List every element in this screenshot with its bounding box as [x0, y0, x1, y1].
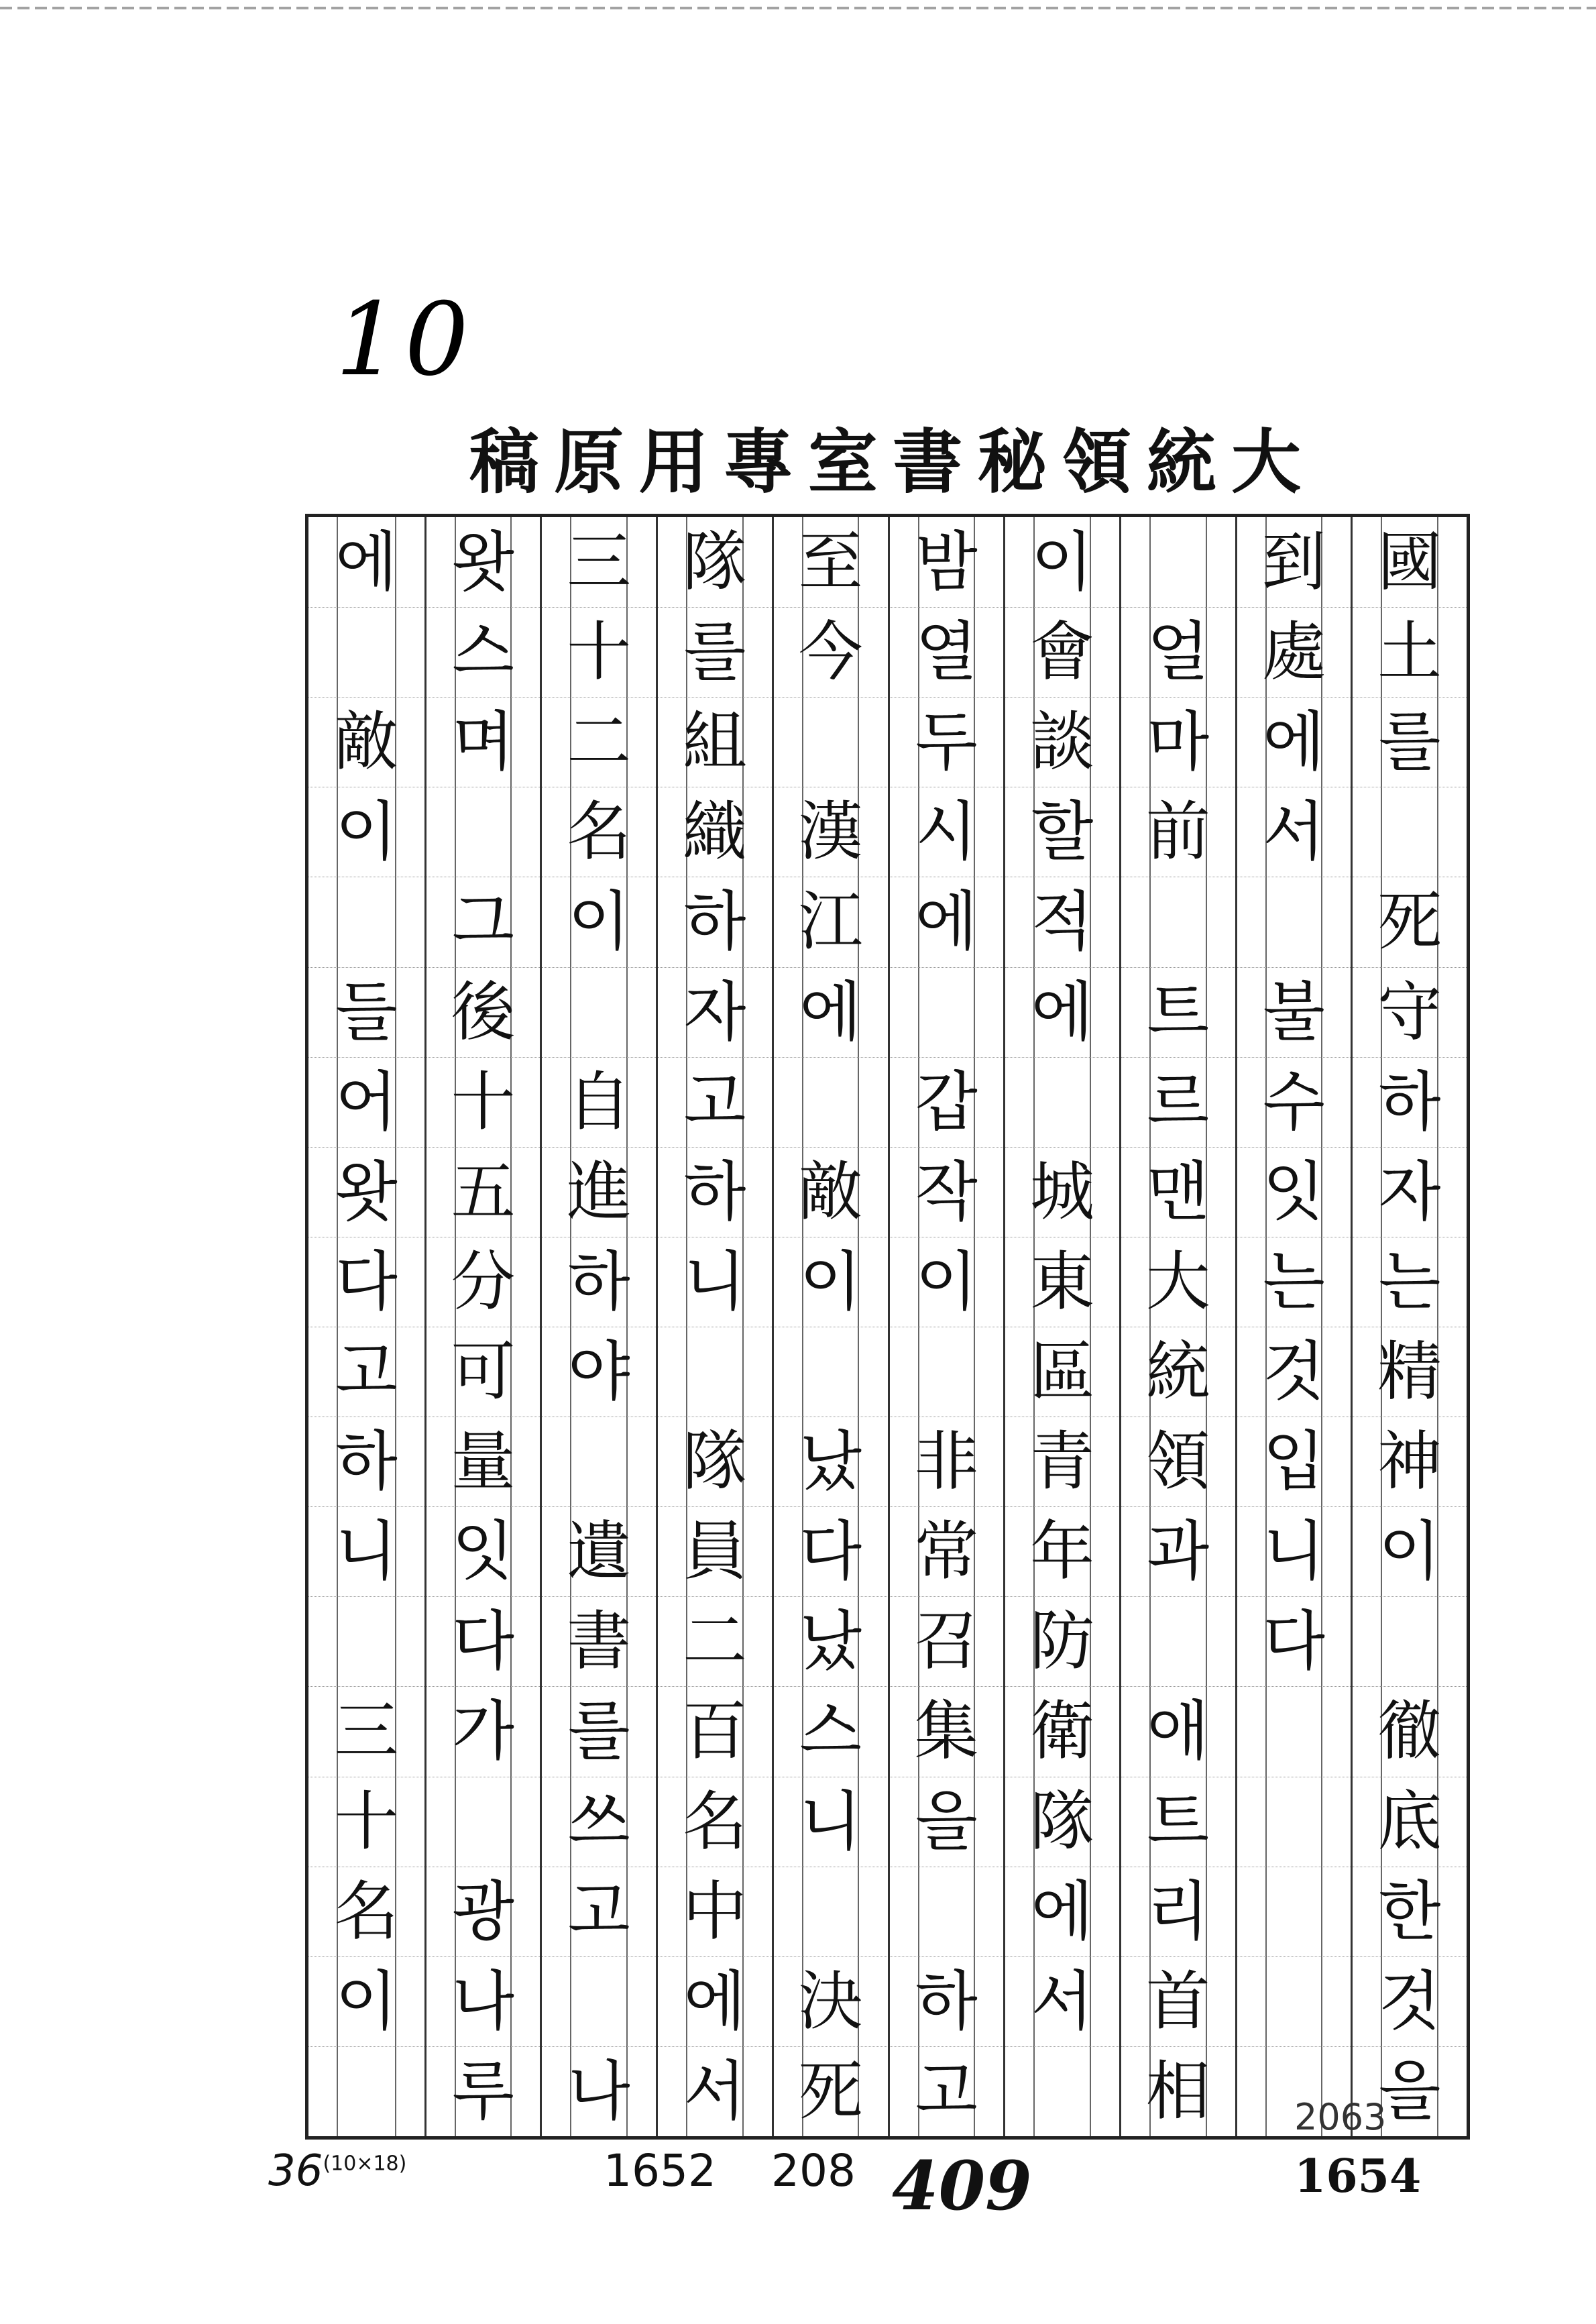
- manuscript-char: [890, 1867, 1004, 1956]
- manuscript-char: 다: [1263, 1604, 1325, 1679]
- manuscript-char: 고: [683, 1064, 746, 1140]
- header-char: 用: [638, 421, 709, 503]
- manuscript-char: 統: [1145, 1334, 1210, 1410]
- manuscript-char: 에: [799, 974, 862, 1050]
- manuscript-char: [1353, 1596, 1467, 1686]
- manuscript-char: 精: [1377, 1334, 1442, 1410]
- manuscript-char: 것: [1378, 1963, 1441, 2039]
- manuscript-char: 하: [567, 1243, 630, 1319]
- manuscript-char: 다: [335, 1243, 398, 1319]
- manuscript-char: 死: [1377, 884, 1442, 960]
- manuscript-char: 百: [682, 1694, 747, 1769]
- manuscript-char: 城: [1030, 1154, 1095, 1229]
- manuscript-char: 하: [683, 1154, 746, 1229]
- manuscript-char: [774, 1327, 888, 1417]
- text-column: [1235, 517, 1351, 2136]
- manuscript-char: 스: [452, 614, 514, 690]
- manuscript-char: [1121, 1596, 1235, 1686]
- manuscript-char: 員: [682, 1514, 747, 1590]
- manuscript-char: 얼: [1147, 614, 1210, 690]
- manuscript-char: 大: [1145, 1243, 1210, 1319]
- manuscript-char: 니: [335, 1514, 398, 1590]
- manuscript-char: 到: [1261, 524, 1326, 600]
- manuscript-char: 名: [334, 1873, 399, 1949]
- manuscript-char: 하: [915, 1963, 978, 2039]
- manuscript-char: 徹: [1377, 1694, 1442, 1769]
- manuscript-char: 이: [915, 1243, 978, 1319]
- text-column: [656, 517, 772, 2136]
- manuscript-char: 十: [334, 1783, 399, 1859]
- manuscript-char: 量: [451, 1424, 516, 1500]
- manuscript-char: 防: [1030, 1604, 1095, 1679]
- text-column: [772, 517, 888, 2136]
- manuscript-char: 그: [452, 884, 514, 960]
- manuscript-char: [542, 1956, 656, 2046]
- manuscript-char: 두: [915, 704, 978, 780]
- manuscript-char: 가: [452, 1694, 514, 1769]
- manuscript-char: 니: [799, 1783, 862, 1859]
- manuscript-char: 前: [1145, 794, 1210, 870]
- text-column: [424, 517, 540, 2136]
- manuscript-char: 적: [1031, 884, 1094, 960]
- manuscript-char: 書: [567, 1604, 632, 1679]
- manuscript-char: 談: [1030, 704, 1095, 780]
- manuscript-char: 會: [1030, 614, 1095, 690]
- manuscript-char: 애: [1147, 1694, 1210, 1769]
- footer-number-b: 208: [771, 2145, 856, 2197]
- footer-number-right: 1654: [1294, 2150, 1422, 2203]
- manuscript-char: [308, 877, 424, 966]
- manuscript-char: 敵: [334, 704, 399, 780]
- manuscript-char: 왓: [452, 524, 514, 600]
- text-column: [308, 517, 424, 2136]
- manuscript-char: 今: [798, 614, 863, 690]
- manuscript-char: 隊: [1030, 1783, 1095, 1859]
- footer-number-a: 1652: [604, 2145, 716, 2197]
- manuscript-char: [542, 967, 656, 1057]
- manuscript-char: 는: [1263, 1243, 1325, 1319]
- manuscript-char: 자: [683, 974, 746, 1050]
- text-column: [888, 517, 1004, 2136]
- manuscript-char: 를: [683, 614, 746, 690]
- manuscript-char: 고: [915, 2053, 978, 2129]
- manuscript-char: [1237, 1686, 1351, 1776]
- manuscript-char: 하: [683, 884, 746, 960]
- text-column: [540, 517, 656, 2136]
- manuscript-char: 相: [1145, 2053, 1210, 2129]
- manuscript-char: 를: [567, 1694, 630, 1769]
- manuscript-char: 이: [335, 1963, 398, 2039]
- form-stamp-number: 36: [268, 2146, 323, 2196]
- manuscript-char: 과: [1147, 1514, 1210, 1590]
- manuscript-char: 났: [799, 1604, 862, 1679]
- manuscript-char: [1005, 2046, 1119, 2136]
- manuscript-char: 서: [683, 2053, 746, 2129]
- manuscript-char: 에: [1263, 704, 1325, 780]
- manuscript-char: 集: [914, 1694, 979, 1769]
- manuscript-char: [426, 787, 540, 877]
- manuscript-char: 漢: [798, 794, 863, 870]
- manuscript-char: 領: [1145, 1424, 1210, 1500]
- manuscript-char: 자: [1378, 1154, 1441, 1229]
- manuscript-char: 中: [682, 1873, 747, 1949]
- manuscript-char: 常: [914, 1514, 979, 1590]
- manuscript-char: 土: [1377, 614, 1442, 690]
- header-char: 領: [1062, 421, 1132, 503]
- manuscript-char: 며: [452, 704, 514, 780]
- manuscript-char: 왓: [335, 1154, 398, 1229]
- manuscript-char: 들: [335, 974, 398, 1050]
- header-char: 原: [554, 421, 624, 503]
- manuscript-char: 하: [1378, 1064, 1441, 1140]
- text-column: [1119, 517, 1235, 2136]
- manuscript-char: 밤: [915, 524, 978, 600]
- header-char: 書: [893, 421, 963, 503]
- manuscript-char: 名: [567, 794, 632, 870]
- manuscript-char: 서: [1031, 1963, 1094, 2039]
- manuscript-char: 트: [1147, 974, 1210, 1050]
- manuscript-char: 에: [1031, 1873, 1094, 1949]
- manuscript-char: [1121, 517, 1235, 607]
- header-char: 室: [807, 421, 878, 503]
- manuscript-char: [308, 607, 424, 697]
- text-column: [1351, 517, 1467, 2136]
- manuscript-char: [774, 1057, 888, 1147]
- manuscript-char: 다: [452, 1604, 514, 1679]
- text-column: [1003, 517, 1119, 2136]
- manuscript-char: 遺: [567, 1514, 632, 1590]
- manuscript-char: 死: [798, 2053, 863, 2129]
- manuscript-char: 組: [682, 704, 747, 780]
- manuscript-char: 에: [335, 524, 398, 600]
- handwritten-page-number: 10: [335, 282, 474, 398]
- header-char: 稿: [469, 421, 540, 503]
- manuscript-char: 쓰: [567, 1783, 630, 1859]
- manuscript-char: 首: [1145, 1963, 1210, 2039]
- manuscript-char: [1237, 1956, 1351, 2046]
- manuscript-char: 敵: [798, 1154, 863, 1229]
- manuscript-char: 나: [452, 1963, 514, 2039]
- manuscript-char: 니: [1263, 1514, 1325, 1590]
- manuscript-char: 衛: [1030, 1694, 1095, 1769]
- scan-edge-line: [0, 7, 1596, 9]
- manuscript-char: 召: [914, 1604, 979, 1679]
- manuscript-char: [890, 1327, 1004, 1417]
- manuscript-char: 스: [799, 1694, 862, 1769]
- manuscript-char: 隊: [682, 1424, 747, 1500]
- manuscript-char: [542, 1417, 656, 1506]
- manuscript-char: 이: [1378, 1514, 1441, 1590]
- manuscript-char: 다: [799, 1514, 862, 1590]
- manuscript-char: 進: [567, 1154, 632, 1229]
- manuscript-char: 입: [1263, 1424, 1325, 1500]
- manuscript-char: 이: [335, 794, 398, 870]
- manuscript-char: 江: [798, 884, 863, 960]
- manuscript-char: 루: [452, 2053, 514, 2129]
- manuscript-char: 區: [1030, 1334, 1095, 1410]
- form-stamp: [268, 2146, 406, 2196]
- manuscript-char: 東: [1030, 1243, 1095, 1319]
- manuscript-char: 르: [1147, 1064, 1210, 1140]
- manuscript-char: 이: [1031, 524, 1094, 600]
- manuscript-char: 處: [1261, 614, 1326, 690]
- manuscript-char: 三: [334, 1694, 399, 1769]
- manuscript-char: 것: [1263, 1334, 1325, 1410]
- manuscript-char: 國: [1377, 524, 1442, 600]
- manuscript-char: [1005, 1057, 1119, 1147]
- header-char: 統: [1146, 421, 1216, 503]
- form-stamp-size: (10×18): [323, 2152, 407, 2176]
- manuscript-char: 이: [567, 884, 630, 960]
- manuscript-char: [774, 1867, 888, 1956]
- manuscript-char: 야: [567, 1334, 630, 1410]
- manuscript-char: 을: [1378, 2053, 1441, 2129]
- manuscript-char: 青: [1030, 1424, 1095, 1500]
- manuscript-char: 可: [451, 1334, 516, 1410]
- manuscript-char: [1121, 877, 1235, 966]
- manuscript-char: 織: [682, 794, 747, 870]
- manuscript-char: 名: [682, 1783, 747, 1859]
- manuscript-char: 에: [915, 884, 978, 960]
- manuscript-char: 마: [1147, 704, 1210, 780]
- manuscript-char: 한: [1378, 1873, 1441, 1949]
- manuscript-char: 잇: [1263, 1154, 1325, 1229]
- manuscript-char: 고: [567, 1873, 630, 1949]
- header-char: 大: [1231, 421, 1301, 503]
- manuscript-char: 서: [1263, 794, 1325, 870]
- corner-stamp-number: 2063: [1294, 2096, 1387, 2138]
- manuscript-header: [469, 412, 1301, 503]
- manuscript-char: [308, 1596, 424, 1686]
- manuscript-char: 이: [799, 1243, 862, 1319]
- manuscript-char: [426, 1777, 540, 1867]
- manuscript-char: 열: [915, 614, 978, 690]
- header-char: 專: [723, 421, 793, 503]
- manuscript-char: 어: [335, 1064, 398, 1140]
- manuscript-char: 불: [1263, 974, 1325, 1050]
- header-char: 秘: [977, 421, 1047, 503]
- manuscript-char: 自: [567, 1064, 632, 1140]
- manuscript-char: 神: [1377, 1424, 1442, 1500]
- manuscript-char: [774, 697, 888, 787]
- manuscript-char: 二: [682, 1604, 747, 1679]
- manuscript-char: 三: [567, 524, 632, 600]
- manuscript-char: 광: [452, 1873, 514, 1949]
- manuscript-char: 五: [451, 1154, 516, 1229]
- manuscript-char: 갑: [915, 1064, 978, 1140]
- manuscript-char: [308, 2046, 424, 2136]
- manuscript-char: 맨: [1147, 1154, 1210, 1229]
- manuscript-char: 決: [798, 1963, 863, 2039]
- manuscript-char: 二: [567, 704, 632, 780]
- manuscript-char: 니: [683, 1243, 746, 1319]
- manuscript-char: [890, 967, 1004, 1057]
- manuscript-char: 잇: [452, 1514, 514, 1590]
- manuscript-char: 十: [451, 1064, 516, 1140]
- manuscript-char: 非: [914, 1424, 979, 1500]
- manuscript-char: 에: [1031, 974, 1094, 1050]
- manuscript-char: 後: [451, 974, 516, 1050]
- manuscript-char: 分: [451, 1243, 516, 1319]
- footer-handwritten-number: 409: [892, 2146, 1032, 2225]
- manuscript-char: [1237, 1867, 1351, 1956]
- manuscript-char: 守: [1377, 974, 1442, 1050]
- manuscript-char: [1353, 787, 1467, 877]
- manuscript-char: 을: [915, 1783, 978, 1859]
- manuscript-char: 隊: [682, 524, 747, 600]
- manuscript-char: 리: [1147, 1873, 1210, 1949]
- manuscript-char: 나: [567, 2053, 630, 2129]
- manuscript-char: [1237, 1777, 1351, 1867]
- manuscript-char: 十: [567, 614, 632, 690]
- manuscript-char: [1237, 877, 1351, 966]
- manuscript-char: 至: [798, 524, 863, 600]
- manuscript-char: 年: [1030, 1514, 1095, 1590]
- manuscript-char: 시: [915, 794, 978, 870]
- manuscript-char: [658, 1327, 772, 1417]
- manuscript-char: 할: [1031, 794, 1094, 870]
- manuscript-char: 를: [1378, 704, 1441, 780]
- manuscript-char: 에: [683, 1963, 746, 2039]
- manuscript-char: 났: [799, 1424, 862, 1500]
- manuscript-char: 작: [915, 1154, 978, 1229]
- manuscript-char: 는: [1378, 1243, 1441, 1319]
- manuscript-char: 트: [1147, 1783, 1210, 1859]
- manuscript-char: 고: [335, 1334, 398, 1410]
- manuscript-char: 하: [335, 1424, 398, 1500]
- manuscript-grid: [305, 514, 1470, 2140]
- manuscript-char: 底: [1377, 1783, 1442, 1859]
- manuscript-char: 수: [1263, 1064, 1325, 1140]
